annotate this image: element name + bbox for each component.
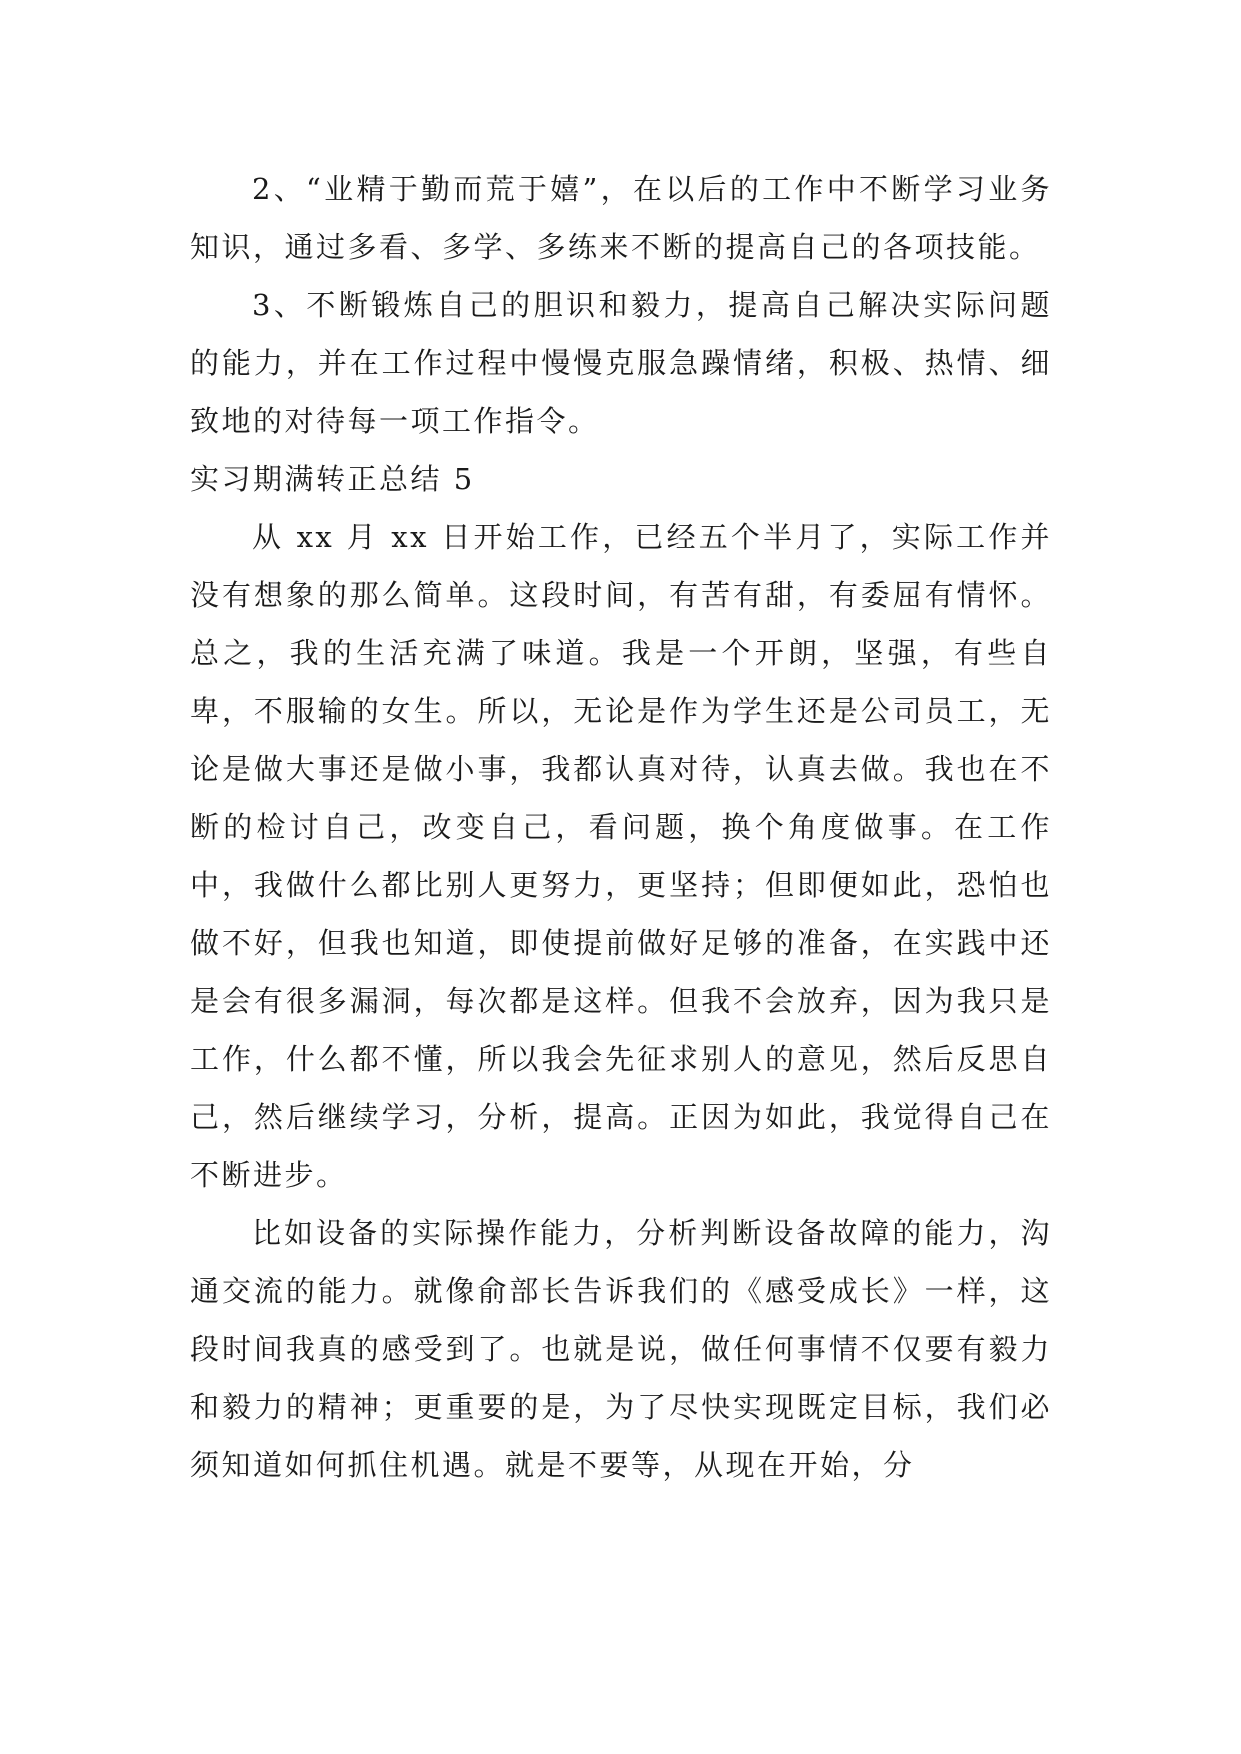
paragraph-item-2: 2、“业精于勤而荒于嬉”，在以后的工作中不断学习业务知识，通过多看、多学、多练来不断的提高自己的各项技能。 [190, 172, 1052, 264]
paragraph-abilities: 比如设备的实际操作能力，分析判断设备故障的能力，沟通交流的能力。就像俞部长告诉我们的《感受成长》一样，这段时间我真的感受到了。也就是说，做任何事情不仅要有毅力和毅力的精神；更重要的是，为了尽快实现既定目标，我们必须知道如何抓住机遇。就是不要等，从现在开始，分 [190, 1216, 1052, 1482]
document-body [190, 160, 1052, 1494]
paragraph-work-summary: 从 xx 月 xx 日开始工作，已经五个半月了，实际工作并没有想象的那么简单。这段时间，有苦有甜，有委屈有情怀。总之，我的生活充满了味道。我是一个开朗，坚强，有些自卑，不服输的女生。所以，无论是作为学生还是公司员工，无论是做大事还是做小事，我都认真对待，认真去做。我也在不断的检讨自己，改变自己，看问题，换个角度做事。在工作中，我做什么都比别人更努力，更坚持；但即便如此，恐怕也做不好，但我也知道，即使提前做好足够的准备，在实践中还是会有很多漏洞，每次都是这样。但我不会放弃，因为我只是工作，什么都不懂，所以我会先征求别人的意见，然后反思自己，然后继续学习，分析，提高。正因为如此，我觉得自己在不断进步。 [190, 520, 1052, 1192]
paragraph-item-3: 3、不断锻炼自己的胆识和毅力，提高自己解决实际问题的能力，并在工作过程中慢慢克服急躁情绪，积极、热情、细致地的对待每一项工作指令。 [190, 288, 1052, 438]
section-title: 实习期满转正总结 5 [190, 462, 475, 496]
